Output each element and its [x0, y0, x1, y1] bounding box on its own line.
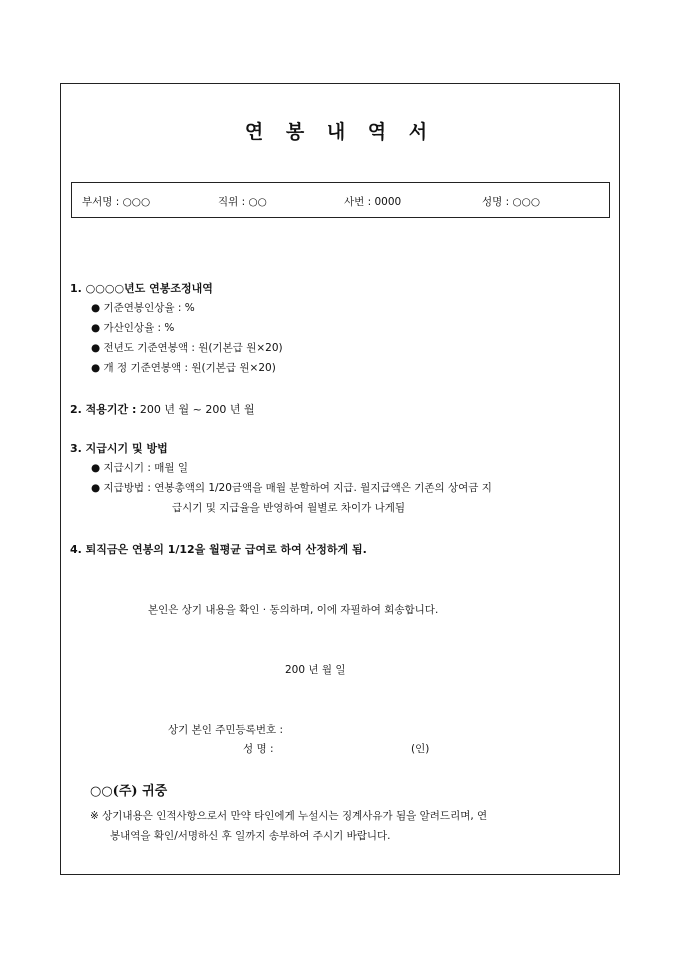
section1-item: ● 기준연봉인상율 : % — [91, 302, 195, 314]
employee-no-field: 사번 : 0000 — [344, 196, 402, 208]
section1-heading: 1. ○○○○년도 연봉조정내역 — [70, 282, 213, 295]
note-line: 봉내역을 확인/서명하신 후 일까지 송부하여 주시기 바랍니다. — [110, 830, 391, 842]
section2-line — [70, 401, 255, 417]
section3-item-continued: 급시기 및 지급율을 반영하여 월별로 차이가 나게됨 — [172, 502, 406, 514]
section1-item: ● 가산인상율 : % — [91, 322, 175, 334]
position-field: 직위 : ○○ — [218, 196, 267, 208]
dept-field: 부서명 : ○○○ — [82, 196, 151, 208]
section2-period: 200 년 월 ~ 200 년 월 — [139, 403, 255, 416]
section4-heading: 4. 퇴직금은 연봉의 1/12을 월평균 급여로 하여 산정하게 됨. — [70, 543, 367, 556]
note-line: ※ 상기내용은 인적사항으로서 만약 타인에게 누설시는 징계사유가 됨을 알려드리며, 연 — [90, 810, 488, 822]
section2-heading: 2. 적용기간 : — [70, 403, 137, 416]
section3-item: ● 지급시기 : 매월 일 — [91, 462, 189, 474]
section1-item: ● 개 정 기준연봉액 : 원(기본급 원×20) — [91, 362, 276, 374]
signature-name-label: 성 명 : — [243, 743, 274, 755]
document-title: 연 봉 내 역 서 — [244, 121, 436, 143]
name-field: 성명 : ○○○ — [482, 196, 540, 208]
date-line: 200 년 월 일 — [285, 664, 346, 676]
company-addressee: ○○(주) 귀중 — [90, 784, 168, 799]
section1-item: ● 전년도 기준연봉액 : 원(기본급 원×20) — [91, 342, 283, 354]
section3-heading: 3. 지급시기 및 방법 — [70, 442, 168, 455]
resident-number-label: 상기 본인 주민등록번호 : — [168, 724, 283, 736]
document-frame — [60, 83, 620, 875]
seal-mark: (인) — [411, 743, 430, 755]
employee-info-box — [71, 182, 610, 218]
section3-item: ● 지급방법 : 연봉총액의 1/20금액을 매월 분할하여 지급. 월지급액은 기존의 상여금 지 — [91, 482, 492, 494]
confirmation-statement: 본인은 상기 내용을 확인 · 동의하며, 이에 자필하여 회송합니다. — [148, 604, 439, 616]
